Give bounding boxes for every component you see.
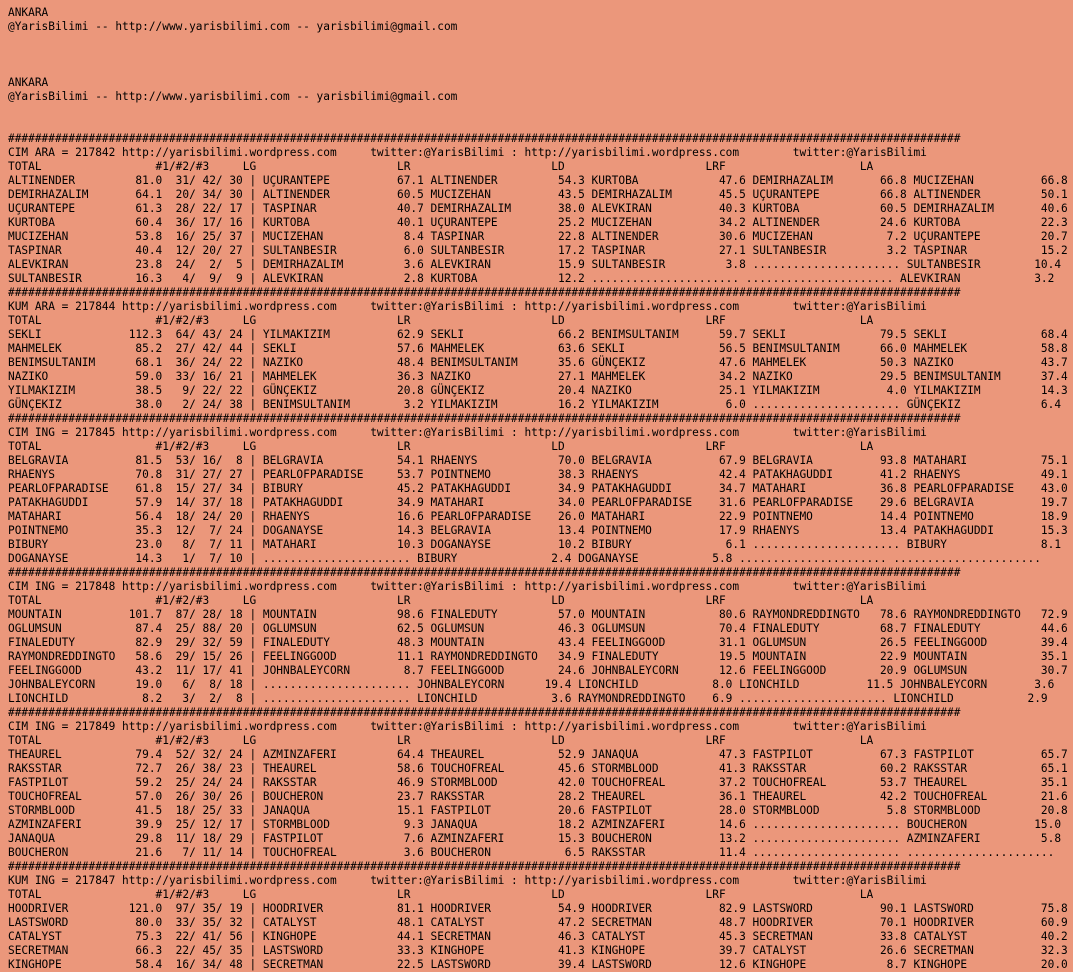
race-header-line: CIM ING = 217848 http://yarisbilimi.wordpress.com twitter:@YarisBilimi : http://yarisbilimi.wordpress.com twitter:@YarisBilimi [8, 580, 927, 593]
result-row: KINGHOPE 58.4 16/ 34/ 48 | SECRETMAN 22.5 LASTSWORD 39.4 LASTSWORD 12.6 KINGHOPE 8.7 KINGHOPE 20.0 [8, 958, 1068, 971]
column-header-line: TOTAL #1/#2/#3 LG LR LD LRF LA [8, 440, 874, 453]
result-row: LASTSWORD 80.0 33/ 35/ 32 | CATALYST 48.1 CATALYST 47.2 SECRETMAN 48.7 HOODRIVER 70.1 HOODRIVER 60.9 [8, 916, 1068, 929]
result-row: TASPINAR 40.4 12/ 20/ 27 | SULTANBESIR 6.0 SULTANBESIR 17.2 TASPINAR 27.1 SULTANBESIR 3.2 TASPINAR 15.2 [8, 244, 1068, 257]
result-row: ALEVKIRAN 23.8 24/ 2/ 5 | DEMIRHAZALIM 3.6 ALEVKIRAN 15.9 SULTANBESIR 3.8 ...................... SULTANBESIR 10.4 [8, 258, 1062, 271]
result-row: FEELINGGOOD 43.2 11/ 17/ 41 | JOHNBALEYCORN 8.7 FEELINGGOOD 24.6 JOHNBALEYCORN 12.6 FEELINGGOOD 20.9 OGLUMSUN 30.7 [8, 664, 1068, 677]
column-header-line: TOTAL #1/#2/#3 LG LR LD LRF LA [8, 160, 874, 173]
result-row: FINALEDUTY 82.9 29/ 32/ 59 | FINALEDUTY 48.3 MOUNTAIN 43.4 FEELINGGOOD 31.1 OGLUMSUN 26.5 FEELINGGOOD 39.4 [8, 636, 1068, 649]
result-row: HOODRIVER 121.0 97/ 35/ 19 | HOODRIVER 81.1 HOODRIVER 54.9 HOODRIVER 82.9 LASTSWORD 90.1 LASTSWORD 75.8 [8, 902, 1068, 915]
result-row: BOUCHERON 21.6 7/ 11/ 14 | TOUCHOFREAL 3.6 BOUCHERON 6.5 RAKSSTAR 11.4 ...................... ...................... [8, 846, 1055, 859]
contact-line: @YarisBilimi -- http://www.yarisbilimi.com -- yarisbilimi@gmail.com [8, 90, 458, 103]
race-header-line: KUM ING = 217847 http://yarisbilimi.wordpress.com twitter:@YarisBilimi : http://yarisbilimi.wordpress.com twitter:@YarisBilimi [8, 874, 927, 887]
result-row: MATAHARI 56.4 18/ 24/ 20 | RHAENYS 16.6 PEARLOFPARADISE 26.0 MATAHARI 22.9 POINTNEMO 14.4 POINTNEMO 18.9 [8, 510, 1068, 523]
city-title: ANKARA [8, 6, 49, 19]
result-row: OGLUMSUN 87.4 25/ 88/ 20 | OGLUMSUN 62.5 OGLUMSUN 46.3 OGLUMSUN 70.4 FINALEDUTY 68.7 FINALEDUTY 44.6 [8, 622, 1068, 635]
result-row: THEAUREL 79.4 52/ 32/ 24 | AZMINZAFERI 64.4 THEAUREL 52.9 JANAQUA 47.3 FASTPILOT 67.3 FASTPILOT 65.7 [8, 748, 1068, 761]
result-row: BENIMSULTANIM 68.1 36/ 24/ 22 | NAZIKO 48.4 BENIMSULTANIM 35.6 GÜNÇEKIZ 47.6 MAHMELEK 50.3 NAZIKO 43.7 [8, 356, 1068, 369]
result-row: SULTANBESIR 16.3 4/ 9/ 9 | ALEVKIRAN 2.8 KURTOBA 12.2 ...................... ...................... ALEVKIRAN 3.2 [8, 272, 1055, 285]
result-row: DOGANAYSE 14.3 1/ 7/ 10 | ...................... BIBURY 2.4 DOGANAYSE 5.8 ...................... ...................... [8, 552, 1041, 565]
separator-line: ############################################################################################################################################## [8, 286, 961, 299]
result-row: YILMAKIZIM 38.5 9/ 22/ 22 | GÜNÇEKIZ 20.8 GÜNÇEKIZ 20.4 NAZIKO 25.1 YILMAKIZIM 4.0 YILMAKIZIM 14.3 [8, 384, 1068, 397]
result-row: STORMBLOOD 41.5 18/ 25/ 33 | JANAQUA 15.1 FASTPILOT 20.6 FASTPILOT 28.0 STORMBLOOD 5.8 STORMBLOOD 20.8 [8, 804, 1068, 817]
result-row: MAHMELEK 85.2 27/ 42/ 44 | SEKLI 57.6 MAHMELEK 63.6 SEKLI 56.5 BENIMSULTANIM 66.0 MAHMELEK 58.8 [8, 342, 1068, 355]
blank-line [8, 104, 1073, 118]
result-row: POINTNEMO 35.3 12/ 7/ 24 | DOGANAYSE 14.3 BELGRAVIA 13.4 POINTNEMO 17.9 RHAENYS 13.4 PATAKHAGUDDI 15.3 [8, 524, 1068, 537]
result-row: PEARLOFPARADISE 61.8 15/ 27/ 34 | BIBURY 45.2 PATAKHAGUDDI 34.9 PATAKHAGUDDI 34.7 MATAHARI 36.8 PEARLOFPARADISE 43.0 [8, 482, 1068, 495]
result-row: GÜNÇEKIZ 38.0 2/ 24/ 38 | BENIMSULTANIM 3.2 YILMAKIZIM 16.2 YILMAKIZIM 6.0 ...................... GÜNÇEKIZ 6.4 [8, 398, 1062, 411]
result-row: ALTINENDER 81.0 31/ 42/ 30 | UÇURANTEPE 67.1 ALTINENDER 54.3 KURTOBA 47.6 DEMIRHAZALIM 66.8 MUCIZEHAN 66.8 [8, 174, 1068, 187]
column-header-line: TOTAL #1/#2/#3 LG LR LD LRF LA [8, 594, 874, 607]
result-row: SECRETMAN 66.3 22/ 45/ 35 | LASTSWORD 33.3 KINGHOPE 41.3 KINGHOPE 39.7 CATALYST 26.6 SECRETMAN 32.3 [8, 944, 1068, 957]
result-row: KURTOBA 60.4 36/ 17/ 16 | KURTOBA 40.1 UÇURANTEPE 25.2 MUCIZEHAN 34.2 ALTINENDER 24.6 KURTOBA 22.3 [8, 216, 1068, 229]
result-row: RHAENYS 70.8 31/ 27/ 27 | PEARLOFPARADISE 53.7 POINTNEMO 38.3 RHAENYS 42.4 PATAKHAGUDDI 41.2 RHAENYS 49.1 [8, 468, 1068, 481]
blank-line [8, 118, 1073, 132]
separator-line: ############################################################################################################################################## [8, 706, 961, 719]
separator-line: ############################################################################################################################################## [8, 566, 961, 579]
result-row: MOUNTAIN 101.7 87/ 28/ 18 | MOUNTAIN 98.6 FINALEDUTY 57.0 MOUNTAIN 80.6 RAYMONDREDDINGTO 78.6 RAYMONDREDDINGTO 72.9 [8, 608, 1068, 621]
blank-line [8, 48, 1073, 62]
race-header-line: KUM ARA = 217844 http://yarisbilimi.wordpress.com twitter:@YarisBilimi : http://yarisbilimi.wordpress.com twitter:@YarisBilimi [8, 300, 927, 313]
result-row: BELGRAVIA 81.5 53/ 16/ 8 | BELGRAVIA 54.1 RHAENYS 70.0 BELGRAVIA 67.9 BELGRAVIA 93.8 MATAHARI 75.1 [8, 454, 1068, 467]
race-header-line: CIM ING = 217845 http://yarisbilimi.wordpress.com twitter:@YarisBilimi : http://yarisbilimi.wordpress.com twitter:@YarisBilimi [8, 426, 927, 439]
separator-line: ############################################################################################################################################## [8, 132, 961, 145]
result-row: NAZIKO 59.0 33/ 16/ 21 | MAHMELEK 36.3 NAZIKO 27.1 MAHMELEK 34.2 NAZIKO 29.5 BENIMSULTANIM 37.4 [8, 370, 1068, 383]
result-row: LIONCHILD 8.2 3/ 2/ 8 | ...................... LIONCHILD 3.6 RAYMONDREDDINGTO 6.9 ...................... LIONCHILD 2.9 [8, 692, 1048, 705]
result-row: SEKLI 112.3 64/ 43/ 24 | YILMAKIZIM 62.9 SEKLI 66.2 BENIMSULTANIM 59.7 SEKLI 79.5 SEKLI 68.4 [8, 328, 1068, 341]
column-header-line: TOTAL #1/#2/#3 LG LR LD LRF LA [8, 734, 874, 747]
race-header-line: CIM ING = 217849 http://yarisbilimi.wordpress.com twitter:@YarisBilimi : http://yarisbilimi.wordpress.com twitter:@YarisBilimi [8, 720, 927, 733]
blank-line [8, 34, 1073, 48]
city-title: ANKARA [8, 76, 49, 89]
result-row: JANAQUA 29.8 11/ 18/ 29 | FASTPILOT 7.6 AZMINZAFERI 15.3 BOUCHERON 13.2 ...................... AZMINZAFERI 5.8 [8, 832, 1062, 845]
column-header-line: TOTAL #1/#2/#3 LG LR LD LRF LA [8, 314, 874, 327]
result-row: BIBURY 23.0 8/ 7/ 11 | MATAHARI 10.3 DOGANAYSE 10.2 BIBURY 6.1 ...................... BIBURY 8.1 [8, 538, 1062, 551]
result-row: CATALYST 75.3 22/ 41/ 56 | KINGHOPE 44.1 SECRETMAN 46.3 CATALYST 45.3 SECRETMAN 33.8 CATALYST 40.2 [8, 930, 1068, 943]
result-row: DEMIRHAZALIM 64.1 20/ 34/ 30 | ALTINENDER 60.5 MUCIZEHAN 43.5 DEMIRHAZALIM 45.5 UÇURANTEPE 66.8 ALTINENDER 50.1 [8, 188, 1068, 201]
result-row: FASTPILOT 59.2 25/ 24/ 24 | RAKSSTAR 46.9 STORMBLOOD 42.0 TOUCHOFREAL 37.2 TOUCHOFREAL 53.7 THEAUREL 35.1 [8, 776, 1068, 789]
separator-line: ############################################################################################################################################## [8, 860, 961, 873]
result-row: UÇURANTEPE 61.3 28/ 22/ 17 | TASPINAR 40.7 DEMIRHAZALIM 38.0 ALEVKIRAN 40.3 KURTOBA 60.5 DEMIRHAZALIM 40.6 [8, 202, 1068, 215]
result-row: AZMINZAFERI 39.9 25/ 12/ 17 | STORMBLOOD 9.3 JANAQUA 18.2 AZMINZAFERI 14.6 ...................... BOUCHERON 15.0 [8, 818, 1062, 831]
race-header-line: CIM ARA = 217842 http://yarisbilimi.wordpress.com twitter:@YarisBilimi : http://yarisbilimi.wordpress.com twitter:@YarisBilimi [8, 146, 927, 159]
column-header-line: TOTAL #1/#2/#3 LG LR LD LRF LA [8, 888, 874, 901]
result-row: MUCIZEHAN 53.8 16/ 25/ 37 | MUCIZEHAN 8.4 TASPINAR 22.8 ALTINENDER 30.6 MUCIZEHAN 7.2 UÇURANTEPE 20.7 [8, 230, 1068, 243]
result-row: RAYMONDREDDINGTO 58.6 29/ 15/ 26 | FEELINGGOOD 11.1 RAYMONDREDDINGTO 34.9 FINALEDUTY 19.5 MOUNTAIN 22.9 MOUNTAIN 35.1 [8, 650, 1068, 663]
result-row: JOHNBALEYCORN 19.0 6/ 8/ 18 | ...................... JOHNBALEYCORN 19.4 LIONCHILD 8.0 LIONCHILD 11.5 JOHNBALEYCORN 3.6 [8, 678, 1055, 691]
contact-line: @YarisBilimi -- http://www.yarisbilimi.com -- yarisbilimi@gmail.com [8, 20, 458, 33]
result-row: RAKSSTAR 72.7 26/ 38/ 23 | THEAUREL 58.6 TOUCHOFREAL 45.6 STORMBLOOD 41.3 RAKSSTAR 60.2 RAKSSTAR 65.1 [8, 762, 1068, 775]
result-row: PATAKHAGUDDI 57.9 14/ 37/ 18 | PATAKHAGUDDI 34.9 MATAHARI 34.0 PEARLOFPARADISE 31.6 PEARLOFPARADISE 29.6 BELGRAVIA 19.7 [8, 496, 1068, 509]
result-row: TOUCHOFREAL 57.0 26/ 30/ 26 | BOUCHERON 23.7 RAKSSTAR 28.2 THEAUREL 36.1 THEAUREL 42.2 TOUCHOFREAL 21.6 [8, 790, 1068, 803]
blank-line [8, 62, 1073, 76]
separator-line: ############################################################################################################################################## [8, 412, 961, 425]
